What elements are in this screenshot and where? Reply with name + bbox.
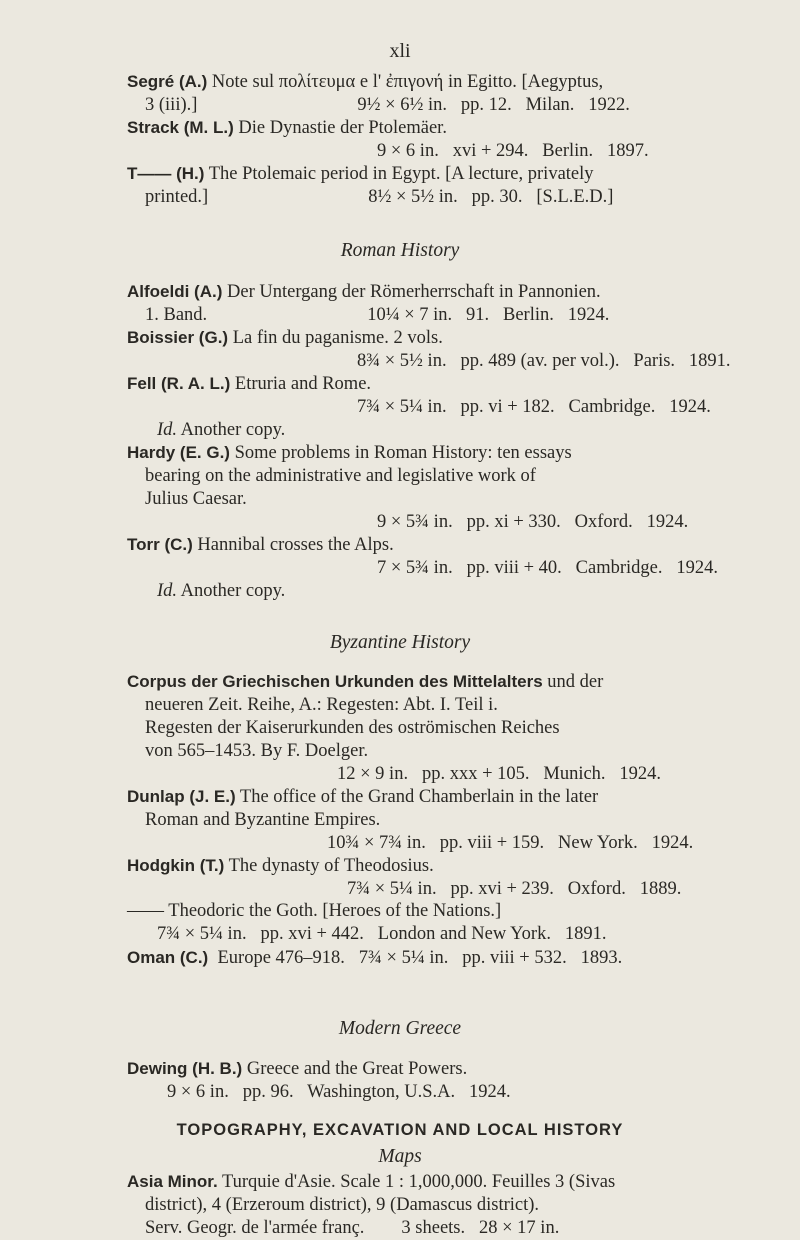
entry-title-cont: 3 (iii).]	[145, 95, 198, 115]
entry-title-cont: 1. Band.	[145, 305, 208, 325]
entry-details: 9½ × 6½ in. pp. 12. Milan. 1922.	[357, 95, 630, 115]
entry-author: Alfoeldi (A.)	[127, 282, 223, 301]
entry-details: 7 × 5¾ in. pp. viii + 40. Cambridge. 1924.	[377, 558, 719, 578]
entry-strack	[127, 116, 767, 163]
entry-details: 10¼ × 7 in. 91. Berlin. 1924.	[367, 305, 610, 325]
entry-title-cont: Julius Caesar.	[145, 489, 247, 509]
entry-details: 12 × 9 in. pp. xxx + 105. Munich. 1924.	[337, 764, 662, 784]
entry-hodgkin	[127, 854, 767, 901]
entry-title-cont: district), 4 (Erzeroum district), 9 (Damascus district).	[145, 1195, 540, 1215]
entry-alfoeldi	[127, 280, 767, 327]
entry-author: Torr (C.)	[127, 535, 193, 554]
entry-title: Die Dynastie der Ptolemäer.	[238, 118, 447, 138]
entry-oman	[127, 946, 767, 970]
section-heading-byzantine: Byzantine History	[329, 632, 471, 653]
entry-details: 9 × 6 in. xvi + 294. Berlin. 1897.	[377, 141, 649, 161]
entry-author: Strack (M. L.)	[127, 118, 234, 137]
entry-author: Hodgkin (T.)	[127, 856, 225, 875]
entry-title-cont: printed.]	[145, 187, 209, 207]
entry-copy-text: Another copy.	[180, 420, 286, 440]
entry-title-cont: neueren Zeit. Reihe, A.: Regesten: Abt. I. Teil i.	[145, 695, 498, 715]
entry-torr	[127, 533, 767, 603]
entry-author-dash: ——	[127, 901, 164, 921]
entry-title-cont: Regesten der Kaiserurkunden des oströmischen Reiches	[145, 718, 560, 738]
entry-details: 7¾ × 5¼ in. pp. xvi + 239. Oxford. 1889.	[347, 879, 682, 899]
entry-title: Theodoric the Goth. [Heroes of the Nations.]	[168, 901, 502, 921]
entry-title: und der	[547, 672, 604, 692]
entry-t	[127, 162, 767, 209]
entry-author: Segré (A.)	[127, 72, 208, 91]
entry-author: Asia Minor.	[127, 1172, 218, 1191]
entry-author: Dewing (H. B.)	[127, 1059, 243, 1078]
entry-corpus	[127, 670, 767, 786]
entry-author: Corpus der Griechischen Urkunden des Mittelalters	[127, 672, 543, 691]
section-heading-maps: Maps	[378, 1146, 422, 1167]
entry-title: Note sul πολίτευμα e l' ἐπιγονή in Egitto. [Aegyptus,	[211, 72, 604, 92]
entry-title: La fin du paganisme. 2 vols.	[232, 328, 443, 348]
entry-details: 9 × 6 in. pp. 96. Washington, U.S.A. 1924.	[167, 1082, 511, 1102]
entry-author: Hardy (E. G.)	[127, 443, 230, 462]
section-heading-modern: Modern Greece	[338, 1018, 462, 1039]
entry-title: Hannibal crosses the Alps.	[197, 535, 394, 555]
entry-author: Boissier (G.)	[127, 328, 229, 347]
entry-copy-prefix: Id.	[157, 581, 178, 601]
entry-details: 7¾ × 5¼ in. pp. xvi + 442. London and New York. 1891.	[157, 924, 607, 944]
section-heading-roman: Roman History	[340, 240, 460, 261]
entry-details: 7¾ × 5¼ in. pp. vi + 182. Cambridge. 1924.	[357, 397, 711, 417]
entry-dewing	[127, 1057, 767, 1104]
entry-segre	[127, 70, 767, 117]
entry-copy-text: Another copy.	[180, 581, 286, 601]
entry-details: 9 × 5¾ in. pp. xi + 330. Oxford. 1924.	[377, 512, 689, 532]
entry-dunlap	[127, 785, 767, 855]
entry-title: The Ptolemaic period in Egypt. [A lecture, privately	[208, 164, 594, 184]
entry-asia-minor	[127, 1170, 767, 1240]
entry-hodgkin-theodoric	[127, 900, 767, 946]
entry-title: Europe 476–918. 7¾ × 5¼ in. pp. viii + 532. 1893.	[217, 948, 623, 968]
entry-details: 8¾ × 5½ in. pp. 489 (av. per vol.). Paris. 1891.	[357, 351, 731, 371]
entry-author: Dunlap (J. E.)	[127, 787, 236, 806]
entry-title: The office of the Grand Chamberlain in the later	[239, 787, 599, 807]
entry-hardy	[127, 441, 767, 534]
entry-title: The dynasty of Theodosius.	[228, 856, 434, 876]
entry-details: 10¾ × 7¾ in. pp. viii + 159. New York. 1924.	[327, 833, 694, 853]
entry-author: Fell (R. A. L.)	[127, 374, 231, 393]
entry-author: T—— (H.)	[127, 164, 205, 183]
entry-boissier	[127, 326, 767, 373]
entry-title: Turquie d'Asie. Scale 1 : 1,000,000. Feuilles 3 (Sivas	[221, 1172, 616, 1192]
entry-title: Der Untergang der Römerherrschaft in Pannonien.	[227, 282, 601, 302]
entry-title-cont: Roman and Byzantine Empires.	[145, 810, 381, 830]
entry-details: 8½ × 5½ in. pp. 30. [S.L.E.D.]	[368, 187, 614, 207]
entry-copy-prefix: Id.	[157, 420, 178, 440]
page-number: xli	[389, 40, 411, 62]
entry-title: Etruria and Rome.	[234, 374, 372, 394]
entry-title: Some problems in Roman History: ten essays	[234, 443, 572, 463]
section-heading-topography: TOPOGRAPHY, EXCAVATION AND LOCAL HISTORY	[176, 1121, 624, 1139]
entry-title-cont: von 565–1453. By F. Doelger.	[145, 741, 369, 761]
entry-author: Oman (C.)	[127, 948, 209, 967]
entry-title-cont: bearing on the administrative and legislative work of	[145, 466, 536, 486]
entry-title: Greece and the Great Powers.	[246, 1059, 468, 1079]
entry-title-cont: Serv. Geogr. de l'armée franç. 3 sheets. 28 × 17 in.	[145, 1218, 560, 1238]
entry-fell	[127, 372, 767, 442]
